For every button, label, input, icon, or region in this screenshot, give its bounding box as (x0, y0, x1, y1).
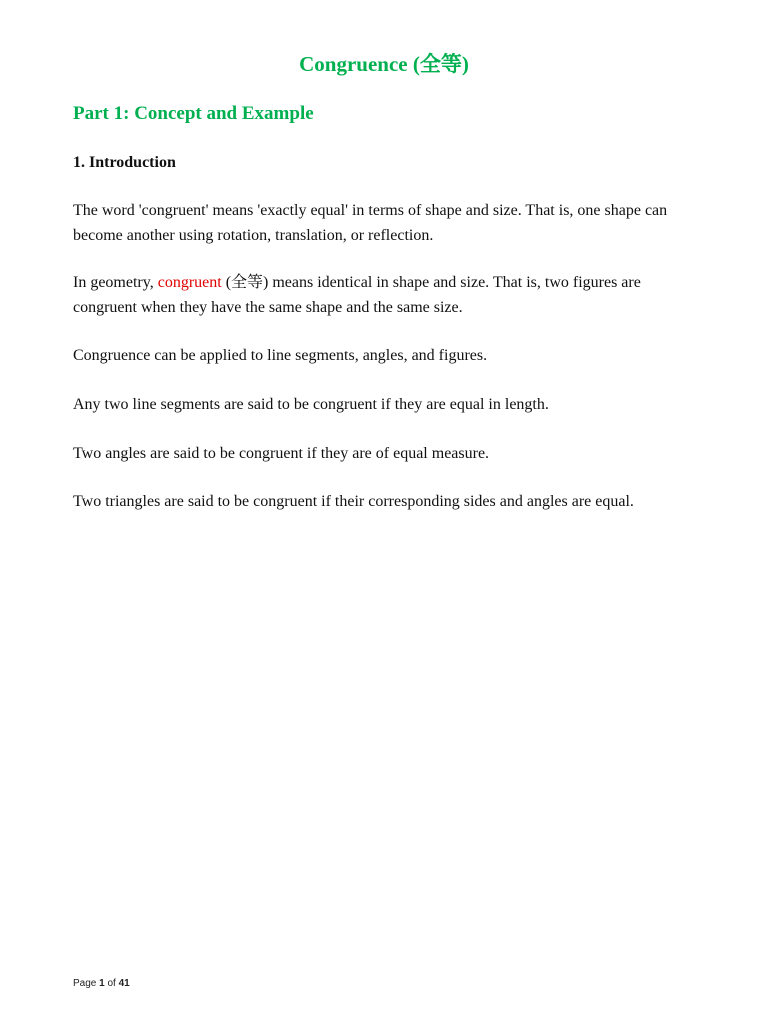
highlighted-term: congruent (157, 274, 222, 291)
page-footer (73, 977, 130, 991)
footer-of-word: of (104, 978, 119, 989)
footer-total-pages: 41 (118, 978, 130, 989)
paragraph-application: Congruence can be applied to line segments, angles, and figures. (73, 347, 488, 364)
paragraph-triangles: Two triangles are said to be congruent if their corresponding sides and angles are equal. (73, 493, 634, 510)
paragraph-geometry (73, 271, 703, 320)
paragraph-line-segments: Any two line segments are said to be congruent if they are equal in length. (73, 396, 549, 413)
footer-current-page: 1 (99, 978, 105, 989)
paragraph-geometry-lead: In geometry, (73, 274, 158, 291)
footer-page-word: Page (73, 978, 100, 989)
document-title: Congruence (全等) (299, 52, 469, 76)
part-heading: Part 1: Concept and Example (73, 103, 314, 124)
paragraph-definition: The word 'congruent' means 'exactly equal' in terms of shape and size. That is, one shape can become another using rotation, translation, or reflection. (73, 202, 668, 244)
paragraph-angles: Two angles are said to be congruent if they are of equal measure. (73, 445, 490, 462)
paragraph-geometry-rest: (全等) means identical in shape and size. That is, two figures are congruent when they have the same shape and the same size. (73, 274, 641, 316)
section-heading: 1. Introduction (73, 154, 176, 171)
